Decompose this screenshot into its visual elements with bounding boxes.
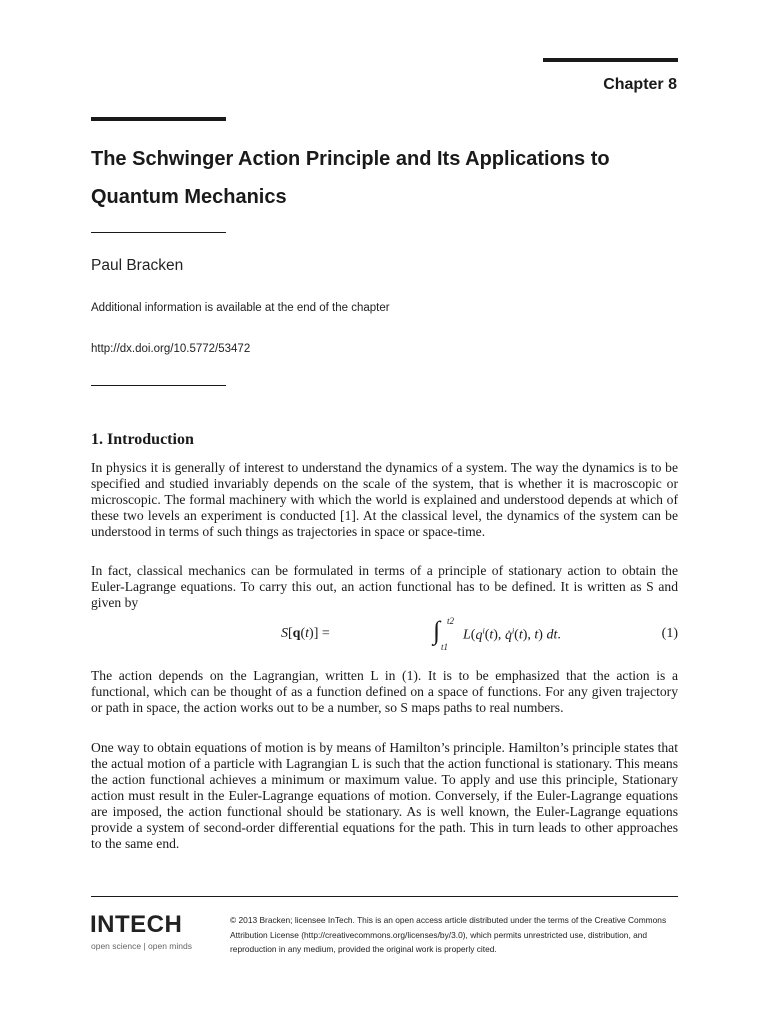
divider [91, 385, 226, 386]
divider [91, 232, 226, 233]
equation-lhs: S[q(t)] = [281, 626, 330, 641]
upper-limit: t2 [447, 616, 455, 626]
title-rule [91, 117, 226, 121]
equation-integrand: $L(q^i(t)$, q̇$^i$(t), t) dt. [463, 626, 561, 643]
equation [91, 616, 678, 652]
equation-number: (1) [661, 626, 678, 641]
section-heading: 1. Introduction [91, 431, 194, 448]
additional-info: Additional information is available at the end of the chapter [91, 302, 390, 314]
page-title: The Schwinger Action Principle and Its Applications to Quantum Mechanics [91, 148, 610, 208]
doi-link[interactable]: http://dx.doi.org/10.5772/53472 [91, 343, 251, 355]
paragraph: In fact, classical mechanics can be formulated in terms of a principle of stationary action to obtain the Euler-Lagrange equations. To carry this out, an action functional has to be defined. It is written as S and given by [91, 563, 678, 610]
footer-divider [91, 896, 678, 897]
paragraph: In physics it is generally of interest to understand the dynamics of a system. The way the dynamics is to be specified and studied invariably depends on the scale of the system, that is whether it is macroscopic or microscopic. The formal machinery with which the world is explained and understood depends at which of these two levels an experiment is conducted [1]. At the classical level, the dynamics of the system can be understood in terms of such things as trajectories in space or space-time. [91, 460, 678, 539]
author-name: Paul Bracken [91, 257, 184, 274]
logo-tagline: open science | open minds [91, 941, 192, 951]
chapter-label: Chapter 8 [603, 76, 677, 93]
paragraph: The action depends on the Lagrangian, written L in (1). It is to be emphasized that the action is a functional, which can be thought of as a function defined on a space of functions. For any given trajectory or path in space, the action works out to be a number, so S maps paths to real numbers. [91, 668, 678, 715]
license-text: © 2013 Bracken; licensee InTech. This is an open access article distributed under the terms of the Creative Commons Attribution License (http://creativecommons.org/licenses/by/3.0), which permits unrestricted use, distribution, and reproduction in any medium, provided the original work is properly cited. [230, 915, 667, 954]
intech-logo: INTECH [90, 911, 183, 938]
lower-limit: t1 [441, 642, 449, 652]
paragraph: One way to obtain equations of motion is by means of Hamilton’s principle. Hamilton’s principle states that the actual motion of a particle with Lagrangian L is such that the action functional is stationary. This means the action functional achieves a minimum or maximum value. To apply and use this principle, Stationary action must result in the Euler-Lagrange equations of motion. Conversely, if the Euler-Lagrange equations are imposed, the action functional should be stationary. As is well known, the Euler-Lagrange equations provide a system of second-order differential equations for the path. This in turn leads to other approaches to the same end. [91, 740, 678, 851]
integral-sign: ∫ [433, 616, 441, 645]
chapter-rule [543, 58, 678, 62]
